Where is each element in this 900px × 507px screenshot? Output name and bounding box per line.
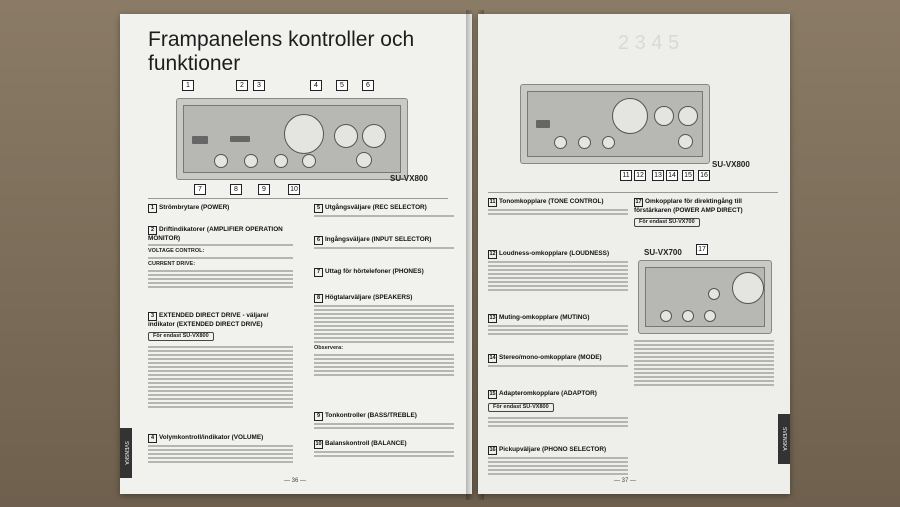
tone-knob-graphic: [660, 310, 672, 322]
section-17-body: [634, 338, 774, 388]
callout-3: 3: [253, 80, 265, 91]
volume-knob-graphic: [732, 272, 764, 304]
callout-8: 8: [230, 184, 242, 195]
monitor-indicator-graphic: [230, 136, 250, 142]
page-title: Frampanelens kontroller och funktioner: [148, 28, 415, 75]
power-amp-direct-button-graphic: [708, 288, 720, 300]
section-13: 13 Muting-omkopplare (MUTING): [488, 314, 628, 337]
model-label-top: SU-VX800: [712, 160, 750, 169]
callout-15: 15: [682, 170, 694, 181]
section-10: 10 Balanskontroll (BALANCE): [314, 440, 454, 459]
tone-knob-graphic: [274, 154, 288, 168]
power-switch-graphic: [192, 136, 208, 144]
callout-12: 12: [634, 170, 646, 181]
tone-knob-graphic: [554, 136, 567, 149]
callout-14: 14: [666, 170, 678, 181]
callout-6: 6: [362, 80, 374, 91]
selector-knob-graphic: [654, 106, 674, 126]
tone-knob-graphic: [214, 154, 228, 168]
section-12: 12 Loudness-omkopplare (LOUDNESS): [488, 250, 628, 293]
divider: [488, 192, 778, 193]
section-16: 16 Pickupväljare (PHONO SELECTOR): [488, 446, 628, 477]
show-through-text: 2 3 4 5: [618, 32, 680, 54]
page-number: — 36 —: [284, 478, 307, 484]
divider: [148, 198, 448, 199]
callout-13: 13: [652, 170, 664, 181]
callout-5: 5: [336, 80, 348, 91]
callout-17: 17: [696, 244, 708, 255]
callout-10: 10: [288, 184, 300, 195]
volume-knob-graphic: [612, 98, 648, 134]
balance-knob-graphic: [302, 154, 316, 168]
section-4: 4 Volymkontroll/indikator (VOLUME): [148, 434, 293, 465]
left-page: [120, 14, 472, 494]
amplifier-front-panel: [645, 267, 765, 327]
phono-knob-graphic: [678, 134, 693, 149]
section-7: 7 Uttag för hörtelefoner (PHONES): [314, 268, 454, 279]
model-label-bottom: SU-VX700: [644, 248, 682, 257]
tone-knob-graphic: [578, 136, 591, 149]
section-17: 17 Omkopplare för direktingång till förstärkaren (POWER AMP DIRECT) För endast SU-VX700: [634, 198, 743, 225]
section-14: 14 Stereo/mono-omkopplare (MODE): [488, 354, 628, 369]
phono-knob-graphic: [356, 152, 372, 168]
section-3: 3 EXTENDED DIRECT DRIVE - väljare/ indikator (EXTENDED DIRECT DRIVE) För endast SU-VX800: [148, 312, 293, 410]
section-11: 11 Tonomkopplare (TONE CONTROL): [488, 198, 628, 217]
callout-7: 7: [194, 184, 206, 195]
section-8: 8 Högtalarväljare (SPEAKERS) Observera:: [314, 294, 454, 378]
amplifier-front-panel: [527, 91, 703, 157]
callout-9: 9: [258, 184, 270, 195]
tone-knob-graphic: [244, 154, 258, 168]
language-tab: SVENSKA: [778, 414, 790, 464]
callout-11: 11: [620, 170, 632, 181]
rec-selector-knob-graphic: [334, 124, 358, 148]
page-number: — 37 —: [614, 478, 637, 484]
right-page: [478, 14, 790, 494]
model-label: SU-VX800: [390, 174, 428, 183]
amplifier-illustration: [176, 98, 408, 180]
section-1: 1 Strömbrytare (POWER): [148, 204, 293, 215]
power-switch-graphic: [536, 120, 550, 128]
selector-knob-graphic: [678, 106, 698, 126]
amplifier-illustration-bottom: [638, 260, 772, 334]
section-2: 2 Driftindikatorer (AMPLIFIER OPERATION MONITOR) VOLTAGE CONTROL: CURRENT DRIVE:: [148, 226, 293, 290]
callout-1: 1: [182, 80, 194, 91]
section-6: 6 Ingångsväljare (INPUT SELECTOR): [314, 236, 454, 251]
tone-knob-graphic: [704, 310, 716, 322]
section-5: 5 Utgångsväljare (REC SELECTOR): [314, 204, 454, 219]
tone-knob-graphic: [682, 310, 694, 322]
callout-16: 16: [698, 170, 710, 181]
amplifier-front-panel: [183, 105, 401, 173]
section-15: 15 Adapteromkopplare (ADAPTOR) För endast SU-VX800: [488, 390, 628, 429]
amplifier-illustration-top: [520, 84, 710, 164]
callout-4: 4: [310, 80, 322, 91]
callout-2: 2: [236, 80, 248, 91]
language-tab: SVENSKA: [120, 428, 132, 478]
input-selector-knob-graphic: [362, 124, 386, 148]
tone-knob-graphic: [602, 136, 615, 149]
volume-knob-graphic: [284, 114, 324, 154]
section-9: 9 Tonkontroller (BASS/TREBLE): [314, 412, 454, 431]
